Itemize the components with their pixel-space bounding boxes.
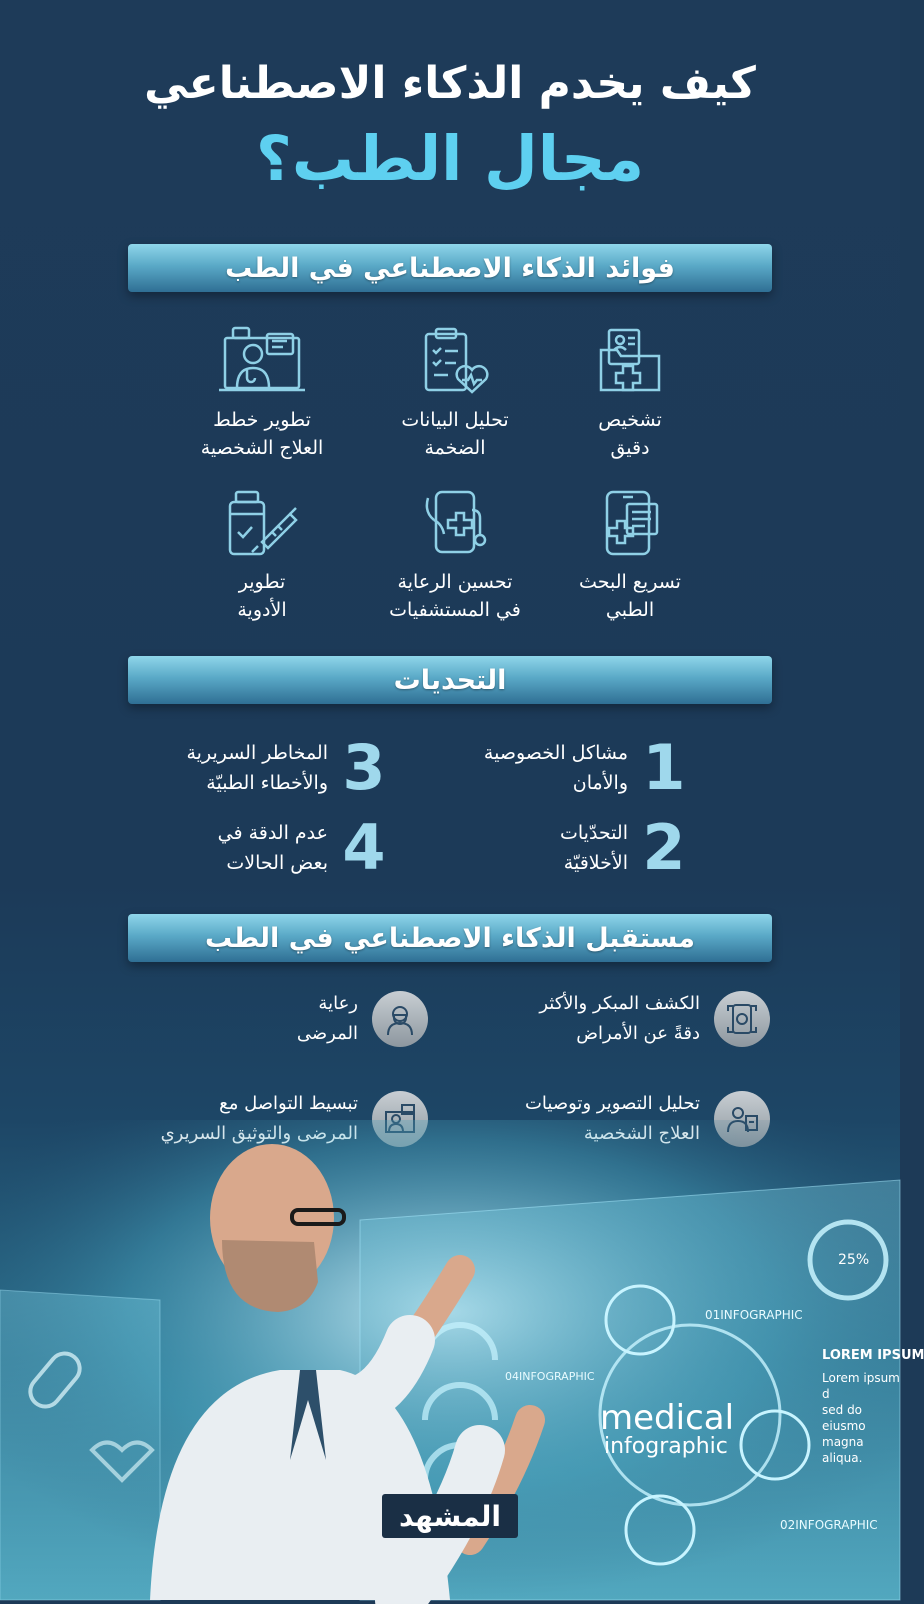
challenge-label: عدم الدقة في بعض الحالات [217, 822, 328, 874]
hud-infographic-word: infographic [604, 1434, 728, 1459]
phone-stethoscope-icon [420, 488, 490, 558]
title-line-2: مجال الطب؟ [255, 122, 645, 195]
future-early-detection [470, 984, 770, 1054]
challenge-2 [420, 808, 690, 888]
title-line-1: كيف يخدم الذكاء الاصطناعي [144, 58, 756, 109]
patient-mask-icon [372, 991, 428, 1047]
hud-medical-word: medical [600, 1398, 735, 1438]
medicine-syringe-icon [222, 488, 302, 558]
phone-document-icon [595, 488, 665, 558]
future-label: الكشف المبكر والأكثر دقةً عن الأمراض [539, 993, 700, 1044]
future-heading-band [128, 914, 772, 962]
doctor-screen-icon [217, 326, 307, 396]
challenge-number: 2 [642, 811, 686, 884]
hud-label-01: 01INFOGRAPHIC [705, 1308, 803, 1322]
future-heading: مستقبل الذكاء الاصطناعي في الطب [205, 922, 695, 954]
brand-logo-text: المشهد [398, 1499, 502, 1533]
benefit-accurate-diagnosis [535, 326, 725, 462]
challenges-heading-band [128, 656, 772, 704]
hud-label-02: 02INFOGRAPHIC [780, 1518, 878, 1532]
challenge-label: المخاطر السريرية والأخطاء الطبيّة [186, 742, 328, 794]
benefit-label: تحسين الرعاية في المستشفيات [389, 571, 521, 621]
benefits-heading: فوائد الذكاء الاصطناعي في الطب [225, 252, 675, 284]
benefit-drug-development [167, 488, 357, 624]
benefit-label: تحليل البيانات الضخمة [401, 409, 509, 459]
challenge-1 [420, 728, 690, 808]
benefit-hospital-care [360, 488, 550, 624]
future-patient-care [128, 984, 428, 1054]
clipboard-heart-icon [420, 326, 490, 396]
benefit-label: تطوير خطط العلاج الشخصية [200, 409, 324, 459]
hud-label-04: 04INFOGRAPHIC [505, 1370, 595, 1383]
challenges-heading: التحديات [393, 664, 507, 696]
medical-folder-icon [595, 326, 665, 396]
hud-lorem-text: Lorem ipsum d sed do eiusmo magna aliqua. [822, 1371, 900, 1465]
brand-logo [382, 1494, 518, 1538]
hud-percent: 25% [838, 1252, 870, 1268]
benefit-label: تسريع البحث الطبي [579, 571, 681, 621]
challenge-label: التحدّيات الأخلاقيّة [559, 822, 628, 874]
future-label: رعاية المرضى [296, 993, 358, 1044]
benefits-heading-band [128, 244, 772, 292]
challenge-3 [120, 728, 390, 808]
benefit-label: تطوير الأدوية [237, 571, 287, 621]
benefit-big-data [360, 326, 550, 462]
hud-lorem-title: LOREM IPSUM [822, 1348, 924, 1363]
benefit-personal-treatment [167, 326, 357, 462]
future-label: تحليل التصوير وتوصيات [524, 1093, 700, 1114]
challenge-label: مشاكل الخصوصية والأمان [483, 742, 628, 794]
future-label: تبسيط التواصل مع [219, 1093, 358, 1114]
challenge-number: 1 [642, 731, 686, 804]
challenge-number: 4 [342, 811, 386, 884]
benefit-label: تشخيص دقيق [598, 409, 662, 459]
phone-scan-icon [714, 991, 770, 1047]
benefit-research-speed [535, 488, 725, 624]
challenge-4 [120, 808, 390, 888]
challenge-number: 3 [342, 731, 386, 804]
